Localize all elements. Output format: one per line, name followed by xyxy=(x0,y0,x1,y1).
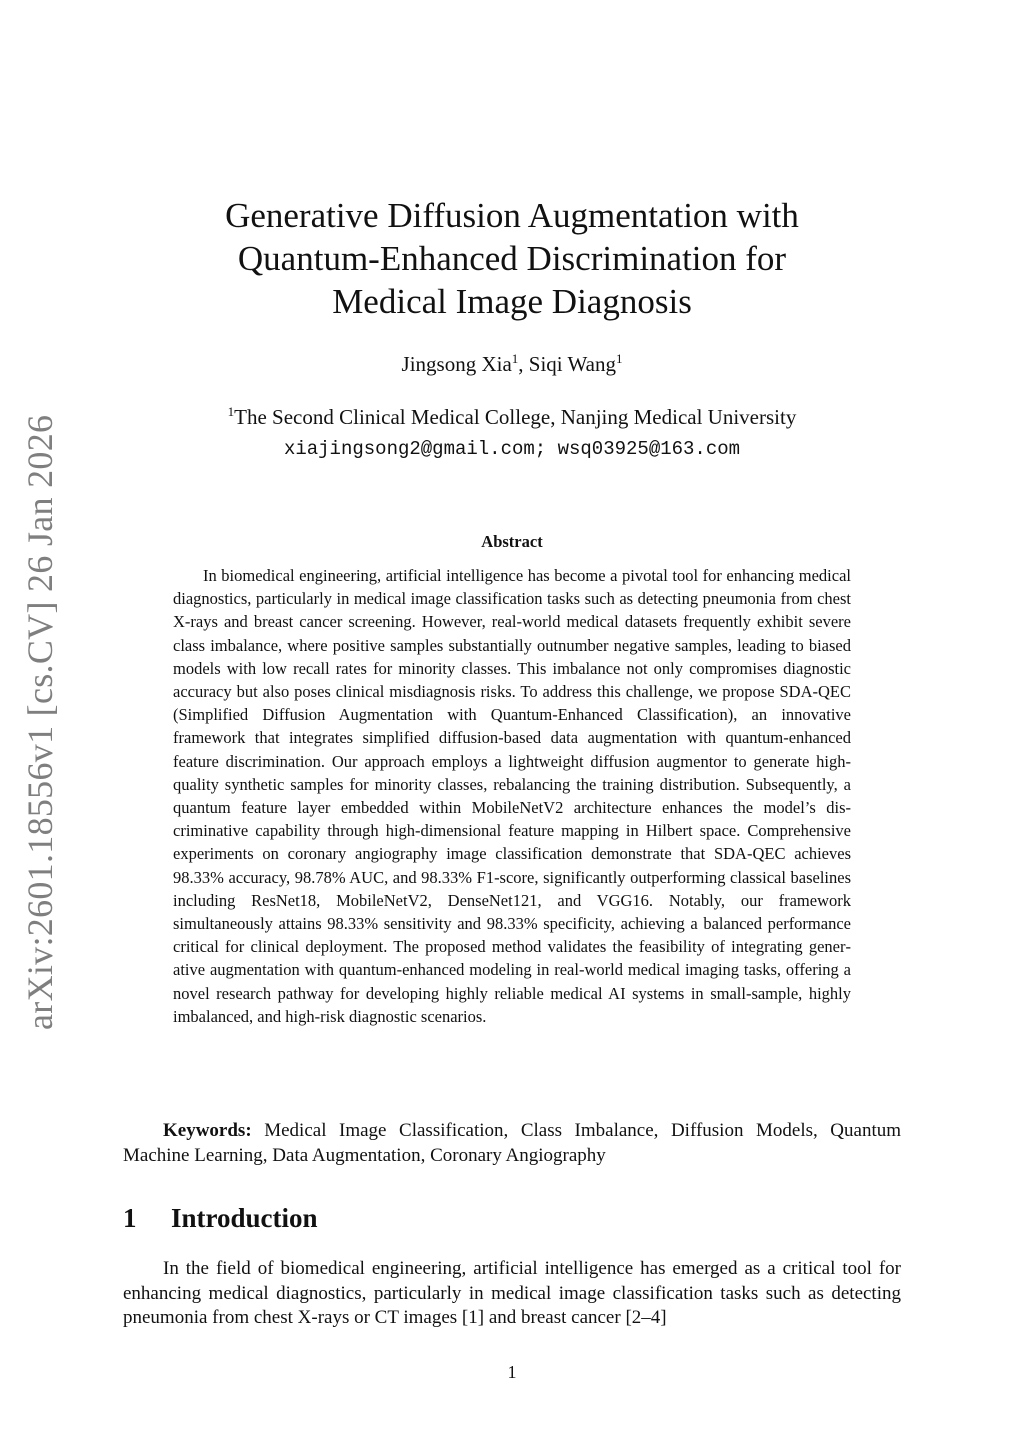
author-name: Jingsong Xia xyxy=(401,352,512,376)
affiliation xyxy=(120,403,904,431)
page-number: 1 xyxy=(507,1362,517,1382)
author-separator: , xyxy=(518,352,529,376)
affiliation-text: The Second Clinical Medical College, Nanjing Medical University xyxy=(234,405,797,429)
arxiv-identifier: arXiv:2601.18556v1 [cs.CV] 26 Jan 2026 xyxy=(20,414,60,1030)
section-number: 1 xyxy=(123,1203,137,1233)
title-line-3: Medical Image Diagnosis xyxy=(332,282,692,321)
keywords-paragraph xyxy=(123,1118,901,1168)
author-emails: xiajingsong2@gmail.com; wsq03925@163.com xyxy=(283,438,741,460)
title-line-1: Generative Diffusion Augmentation with xyxy=(225,196,799,235)
section-heading-introduction xyxy=(123,1200,318,1236)
author-affiliation-mark: 1 xyxy=(615,351,623,366)
paper-title xyxy=(120,194,904,323)
keywords-label: Keywords: xyxy=(163,1120,252,1141)
section-title: Introduction xyxy=(171,1203,318,1233)
abstract-heading: Abstract xyxy=(481,532,543,551)
author-list xyxy=(120,350,904,378)
keywords-text: Medical Image Classification, Class Imbalance, Diffusion Models, Quantum Machine Learning, Data Augmentation, Coronary Angiography xyxy=(123,1120,902,1166)
affiliation-mark: 1 xyxy=(227,404,235,419)
abstract-text: In biomedical engineering, artificial intelligence has become a pivotal tool for enhancing medical diagnostics, particularly in medical image classification tasks such as detecting pneumonia from chest X-rays and breast cancer screening. However, real-world medical datasets frequently exhibit severe class imbalance, where positive samples substantially outnumber negative samples, leading to biased models with low recall rates for minority classes. This imbalance not only compromises diagnostic accuracy but also poses clinical misdiagnosis risks. To address this challenge, we propose SDA-QEC (Simplified Diffusion Augmentation with Quantum-Enhanced Classification), an innovative framework that integrates simplified diffusion-based data augmentation with quantum-enhanced feature discrimination. Our approach employs a lightweight diffusion augmentor to generate high-quality synthetic samples for minority classes, rebalancing the training distribution. Subsequently, a quantum feature layer embedded within MobileNetV2 architecture enhances the model’s discriminative capability through high-dimensional feature mapping in Hilbert space. Comprehensive experiments on coronary angiography image classification demonstrate that SDA-QEC achieves 98.33% accuracy, 98.78% AUC, and 98.33% F1-score, significantly outperforming classical baselines including ResNet18, MobileNetV2, DenseNet121, and VGG16. Notably, our framework simultaneously attains 98.33% sensitivity and 98.33% specificity, achieving a balanced performance critical for clinical deployment. The proposed method validates the feasibility of integrating generative augmentation with quantum-enhanced modeling in real-world medical imaging tasks, offering a novel research pathway for developing highly reliable medical AI systems in small-sample, highly imbalanced, and high-risk diagnostic scenarios. xyxy=(173,566,851,1026)
author-name: Siqi Wang xyxy=(528,352,616,376)
title-line-2: Quantum-Enhanced Discrimination for xyxy=(237,239,787,278)
author-affiliation-mark: 1 xyxy=(511,351,519,366)
introduction-paragraph: In the field of biomedical engineering, artificial intelligence has emerged as a critical tool for enhancing medical diagnostics, particularly in medical image classification tasks such as detecting pneumonia from chest X-rays or CT images [1] and breast cancer [2–4] xyxy=(123,1258,901,1328)
